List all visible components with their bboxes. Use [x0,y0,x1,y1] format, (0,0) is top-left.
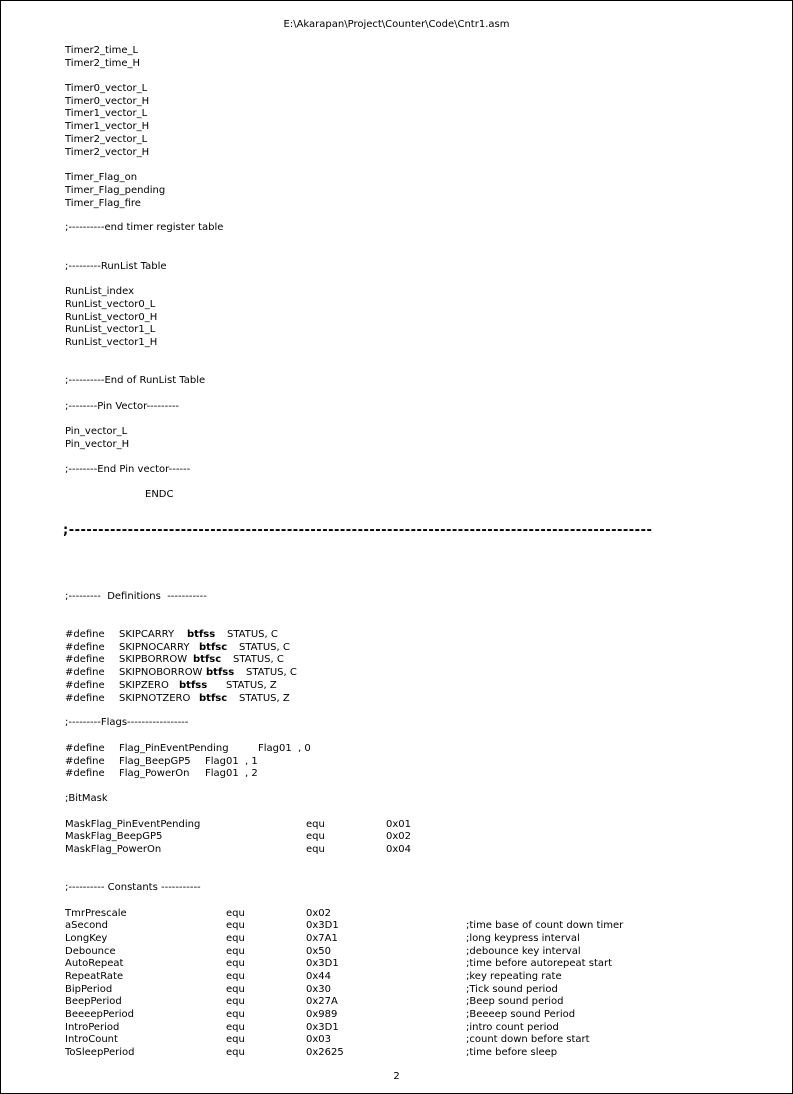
code-line: Timer_Flag_fire [65,198,141,209]
define-name: SKIPBORROW [119,654,188,665]
constant-name: BeepPeriod [65,996,122,1007]
constant-comment: ;Beeeep sound Period [466,1009,576,1020]
define-op: btfsc [193,654,222,665]
define-arg: STATUS, Z [226,680,277,691]
constant-name: TmrPrescale [65,908,127,919]
comment-line: ;--------- Definitions ----------- [65,591,207,602]
comment-line: ;---------Flags----------------- [65,717,189,728]
comment-line: ;----------End of RunList Table [65,375,206,386]
constant-name: BeeeepPeriod [65,1009,134,1020]
code-line: Timer0_vector_H [65,96,150,107]
define-keyword: #define [65,654,105,665]
flag-register: Flag01 [205,756,239,767]
mask-name: MaskFlag_PowerOn [65,844,162,855]
constant-value: 0x03 [306,1034,332,1045]
constant-value: 0x3D1 [306,920,339,931]
define-op: btfss [179,680,208,691]
constant-equ: equ [226,971,245,982]
flag-name: Flag_BeepGP5 [119,756,191,767]
constant-value: 0x989 [306,1009,338,1020]
constant-value: 0x02 [306,908,332,919]
define-keyword: #define [65,629,105,640]
constant-value: 0x7A1 [306,933,338,944]
constant-name: aSecond [65,920,108,931]
flag-name: Flag_PowerOn [119,768,190,779]
code-line: Timer2_time_L [65,45,139,56]
flag-register: Flag01 [205,768,239,779]
flag-register: Flag01 [258,743,292,754]
define-op: btfsc [199,693,228,704]
constant-value: 0x27A [306,996,338,1007]
constant-comment: ;count down before start [466,1034,590,1045]
code-line: RunList_vector1_H [65,337,158,348]
file-path-header: E:\Akarapan\Project\Counter\Code\Cntr1.asm [283,19,510,30]
define-name: SKIPCARRY [119,629,175,640]
constant-equ: equ [226,1009,245,1020]
page-number: 2 [393,1071,400,1082]
comment-line: ;--------End Pin vector------ [65,464,191,475]
constant-equ: equ [226,908,245,919]
code-line: RunList_vector1_L [65,324,156,335]
define-keyword: #define [65,667,105,678]
constant-equ: equ [226,996,245,1007]
constant-name: BipPeriod [65,984,113,995]
define-name: SKIPNOCARRY [119,642,190,653]
code-line: Timer0_vector_L [65,83,148,94]
comment-line: ;----------end timer register table [65,222,224,233]
section-separator: ;--------------------------------------------------------------------------------------------------- [63,523,653,538]
constant-equ: equ [226,1022,245,1033]
code-line: Timer2_vector_L [65,134,148,145]
comment-line: ;---------- Constants ----------- [65,882,201,893]
code-line: Pin_vector_L [65,426,128,437]
constant-value: 0x50 [306,946,332,957]
define-name: SKIPNOBORROW [119,667,203,678]
constant-value: 0x3D1 [306,958,339,969]
define-op: btfss [187,629,216,640]
constant-comment: ;key repeating rate [466,971,562,982]
define-arg: STATUS, C [233,654,284,665]
define-op: btfsc [199,642,228,653]
mask-name: MaskFlag_BeepGP5 [65,831,163,842]
code-line: Timer2_vector_H [65,147,150,158]
code-line: Timer1_vector_H [65,121,150,132]
code-line: RunList_index [65,286,135,297]
constant-equ: equ [226,933,245,944]
define-keyword: #define [65,680,105,691]
constant-equ: equ [226,958,245,969]
constant-value: 0x2625 [306,1047,344,1058]
constant-comment: ;time before autorepeat start [466,958,613,969]
define-name: SKIPNOTZERO [119,693,191,704]
constant-name: IntroCount [65,1034,118,1045]
constant-name: RepeatRate [65,971,124,982]
endc-directive: ENDC [145,489,174,500]
constant-value: 0x3D1 [306,1022,339,1033]
code-line: Pin_vector_H [65,439,130,450]
constant-name: LongKey [65,933,108,944]
constant-value: 0x30 [306,984,332,995]
define-op: btfss [206,667,235,678]
define-arg: STATUS, C [246,667,297,678]
code-line: Timer2_time_H [65,58,141,69]
define-keyword: #define [65,756,105,767]
constant-name: AutoRepeat [65,958,124,969]
constant-equ: equ [226,1034,245,1045]
mask-value: 0x01 [386,819,412,830]
mask-name: MaskFlag_PinEventPending [65,819,201,830]
define-arg: STATUS, Z [239,693,290,704]
constant-value: 0x44 [306,971,332,982]
constant-equ: equ [226,984,245,995]
define-keyword: #define [65,693,105,704]
constant-name: ToSleepPeriod [65,1047,135,1058]
constant-comment: ;intro count period [466,1022,559,1033]
comment-line: ;BitMask [65,793,108,804]
comment-line: ;---------RunList Table [65,261,167,272]
code-line: Timer_Flag_pending [65,185,166,196]
constant-comment: ;time base of count down timer [466,920,624,931]
define-arg: STATUS, C [227,629,278,640]
constant-equ: equ [226,1047,245,1058]
code-line: RunList_vector0_H [65,312,158,323]
constant-equ: equ [226,920,245,931]
flag-bit: , 2 [245,768,258,779]
define-keyword: #define [65,768,105,779]
code-line: Timer1_vector_L [65,108,148,119]
constant-comment: ;Beep sound period [466,996,564,1007]
mask-value: 0x02 [386,831,412,842]
comment-line: ;--------Pin Vector--------- [65,401,180,412]
constant-comment: ;long keypress interval [466,933,580,944]
flag-name: Flag_PinEventPending [119,743,229,754]
code-line: RunList_vector0_L [65,299,156,310]
define-arg: STATUS, C [239,642,290,653]
mask-value: 0x04 [386,844,412,855]
constant-name: IntroPeriod [65,1022,120,1033]
constant-equ: equ [226,946,245,957]
define-keyword: #define [65,743,105,754]
define-name: SKIPZERO [119,680,169,691]
flag-bit: , 1 [245,756,258,767]
constant-name: Debounce [65,946,116,957]
mask-equ: equ [306,819,325,830]
constant-comment: ;Tick sound period [466,984,558,995]
code-line: Timer_Flag_on [65,172,138,183]
flag-bit: , 0 [298,743,311,754]
constant-comment: ;debounce key interval [466,946,581,957]
mask-equ: equ [306,831,325,842]
constant-comment: ;time before sleep [466,1047,558,1058]
define-keyword: #define [65,642,105,653]
mask-equ: equ [306,844,325,855]
